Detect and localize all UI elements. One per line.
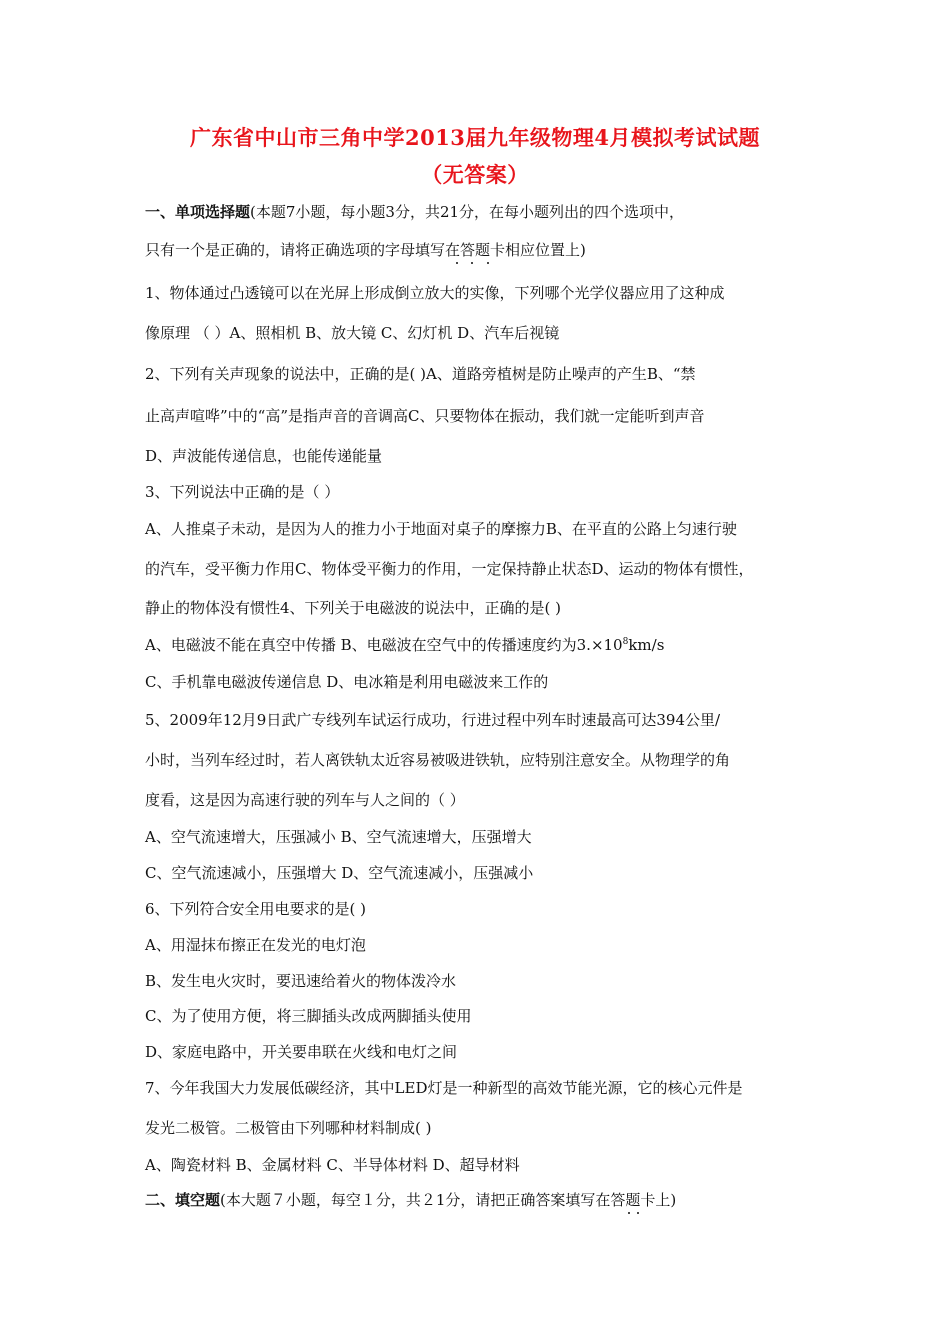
section1-heading: 一、单项选择题 — [145, 203, 251, 221]
q7-line3: A、陶瓷材料 B、金属材料 C、半导体材料 D、超导材料 — [145, 1156, 520, 1174]
section2-heading: 二、填空题 — [145, 1191, 221, 1209]
q4-line1 — [145, 634, 664, 655]
document-title: 广东省中山市三角中学2013届九年级物理4月模拟考试试题 — [189, 125, 761, 150]
q4-line2: C、手机靠电磁波传递信息 D、电冰箱是利用电磁波来工作的 — [145, 673, 549, 691]
q4-exponent: 8 — [622, 637, 629, 647]
q3-line3: 的汽车，受平衡力作用C、物体受平衡力的作用，一定保持静止状态D、运动的物体有惯性， — [145, 560, 754, 578]
q7-line2: 发光二极管。二极管由下列哪种材料制成( ) — [145, 1119, 432, 1137]
section2-intro-text: (本大题７小题，每空１分，共２1分，请把正确答案填写在答题卡上) — [220, 1191, 677, 1209]
q3-line1: 3、下列说法中正确的是（ ） — [145, 483, 340, 501]
q6-line1: 6、下列符合安全用电要求的是( ) — [145, 900, 367, 918]
section1-intro-line2: 只有一个是正确的，请将正确选项的字母填写在答题卡相应位置上) — [145, 241, 586, 259]
section2-intro — [145, 1189, 676, 1210]
q1-line1: 1、物体通过凸透镜可以在光屏上形成倒立放大的实像，下列哪个光学仪器应用了这种成 — [145, 284, 725, 302]
q6-line4: C、为了使用方便，将三脚插头改成两脚插头使用 — [145, 1007, 472, 1025]
section1-intro-line1 — [145, 201, 684, 222]
q2-line2: 止高声喧哗”中的“高”是指声音的音调高C、只要物体在振动，我们就一定能听到声音 — [145, 407, 705, 425]
q2-line1: 2、下列有关声现象的说法中，正确的是( )A、道路旁植树是防止噪声的产生B、“禁 — [145, 365, 696, 383]
q6-line5: D、家庭电路中，开关要串联在火线和电灯之间 — [145, 1043, 458, 1061]
q4-unit: km/s — [628, 636, 665, 654]
emphasis-dot — [487, 262, 489, 264]
q5-line1: 5、2009年12月9日武广专线列车试运行成功，行进过程中列车时速最高可达394公里/ — [145, 711, 721, 729]
q7-line1: 7、今年我国大力发展低碳经济，其中LED灯是一种新型的高效节能光源，它的核心元件是 — [145, 1079, 743, 1097]
emphasis-dot — [637, 1212, 639, 1214]
q6-line3: B、发生电火灾时，要迅速给着火的物体泼冷水 — [145, 972, 457, 990]
section1-intro-text: (本题7小题，每小题3分，共21分，在每小题列出的四个选项中， — [250, 203, 685, 221]
q5-line4: A、空气流速增大，压强减小 B、空气流速增大，压强增大 — [145, 828, 532, 846]
q4-option-text: A、电磁波不能在真空中传播 B、电磁波在空气中的传播速度约为3.×10 — [145, 636, 623, 654]
emphasis-dot — [471, 262, 473, 264]
q5-line3: 度看，这是因为高速行驶的列车与人之间的（ ） — [145, 791, 465, 809]
q1-line2: 像原理 （ ）A、照相机 B、放大镜 C、幻灯机 D、汽车后视镜 — [145, 324, 560, 342]
document-subtitle: （无答案） — [421, 162, 529, 187]
q3-line2: A、人推桌子未动，是因为人的推力小于地面对桌子的摩擦力B、在平直的公路上匀速行驶 — [145, 520, 737, 538]
q5-line5: C、空气流速减小，压强增大 D、空气流速减小，压强减小 — [145, 864, 534, 882]
emphasis-dot — [628, 1212, 630, 1214]
q6-line2: A、用湿抹布擦正在发光的电灯泡 — [145, 936, 366, 954]
q2-line3: D、声波能传递信息，也能传递能量 — [145, 447, 383, 465]
q5-line2: 小时，当列车经过时，若人离铁轨太近容易被吸进铁轨，应特别注意安全。从物理学的角 — [145, 751, 731, 769]
q3-line4: 静止的物体没有惯性4、下列关于电磁波的说法中，正确的是( ) — [145, 599, 562, 617]
emphasis-dot — [456, 262, 458, 264]
